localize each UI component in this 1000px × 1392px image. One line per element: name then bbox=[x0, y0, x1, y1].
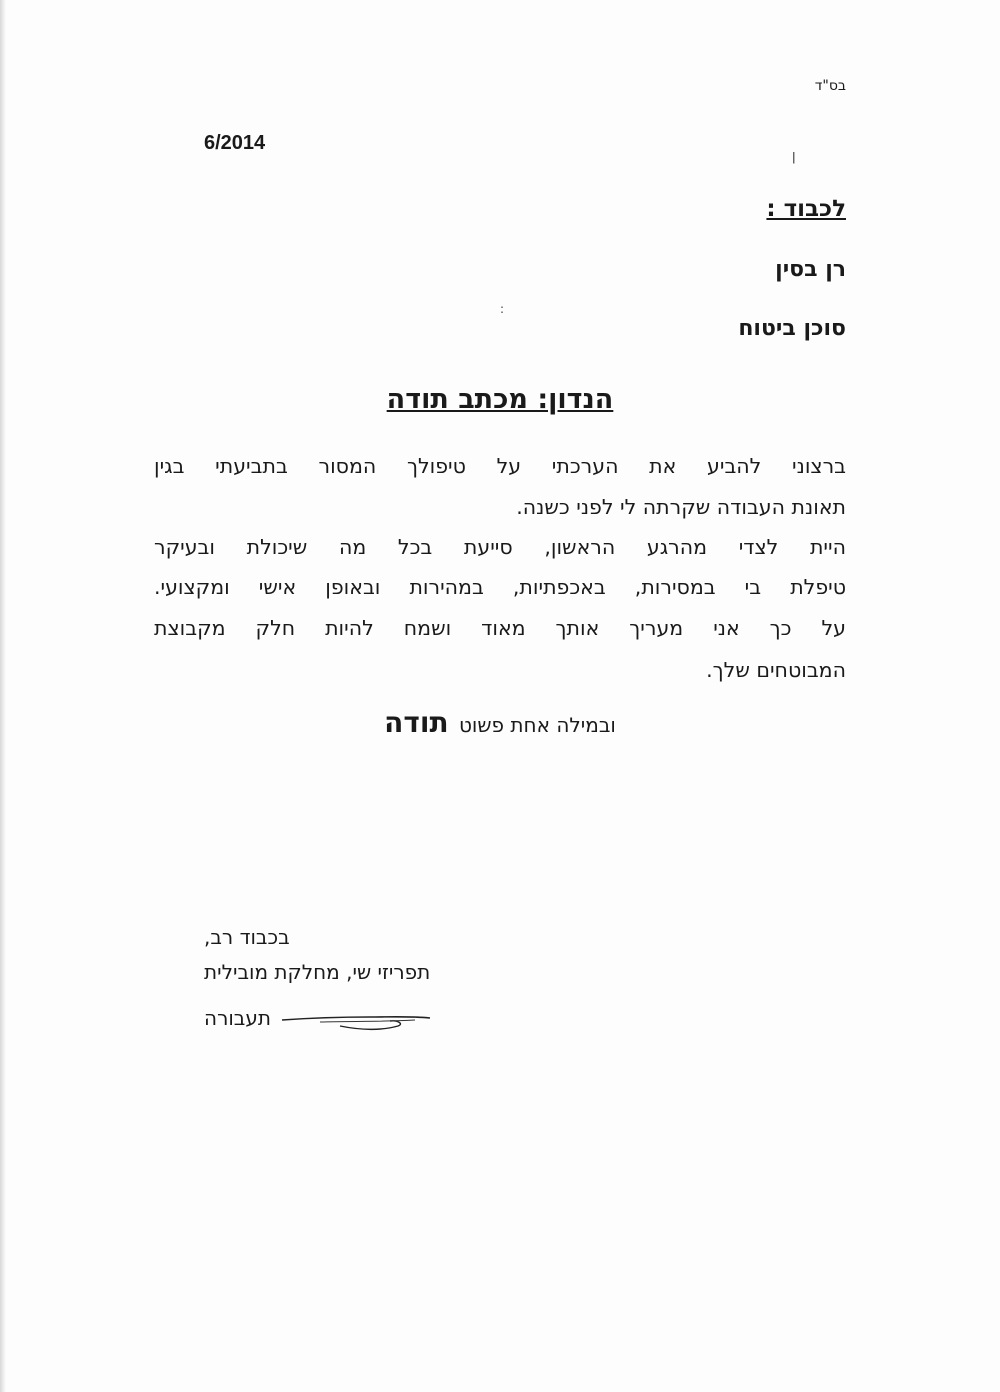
scan-speck: ǀ bbox=[792, 150, 796, 164]
scan-edge-shadow bbox=[0, 0, 6, 1392]
body-line: על כך אני מעריך אותך מאוד ושמח להיות חלק מקבוצת bbox=[154, 616, 846, 640]
header-mark: בס"ד bbox=[814, 78, 846, 94]
signoff-sender: תפריזי שי, מחלקת מובילית bbox=[204, 960, 431, 984]
body-line: היית לצדי מהרגע הראשון, סייעת בכל מה שיכולת ובעיקר bbox=[154, 535, 846, 559]
recipient-title: סוכן ביטוח bbox=[738, 316, 846, 341]
closing-prefix: ובמילה אחת פשוט bbox=[458, 713, 616, 737]
letter-date: 6/2014 bbox=[204, 132, 266, 154]
body-line: טיפלת בי במסירות, באכפתיות, במהירות ובאופן אישי ומקצועי. bbox=[154, 575, 846, 599]
recipient-name: רן בסין bbox=[775, 257, 846, 282]
recipient-label: לכבוד : bbox=[766, 196, 846, 222]
scan-speck: : bbox=[500, 302, 505, 316]
body-line: ברצוני להביע את הערכתי על טיפולך המסור בתביעתי בגין bbox=[154, 454, 846, 478]
signoff-department: תעבורה bbox=[204, 1006, 272, 1030]
closing-emphasis: תודה bbox=[384, 706, 449, 739]
body-line: תאונת העבודה שקרתה לי לפני כשנה. bbox=[516, 495, 846, 519]
signoff-greeting: בכבוד רב, bbox=[204, 925, 290, 949]
handwritten-signature bbox=[280, 1000, 440, 1040]
closing-line bbox=[0, 706, 1000, 739]
subject-line: הנדון: מכתב תודה bbox=[386, 384, 614, 415]
body-line: המבוטחים שלך. bbox=[706, 658, 846, 682]
